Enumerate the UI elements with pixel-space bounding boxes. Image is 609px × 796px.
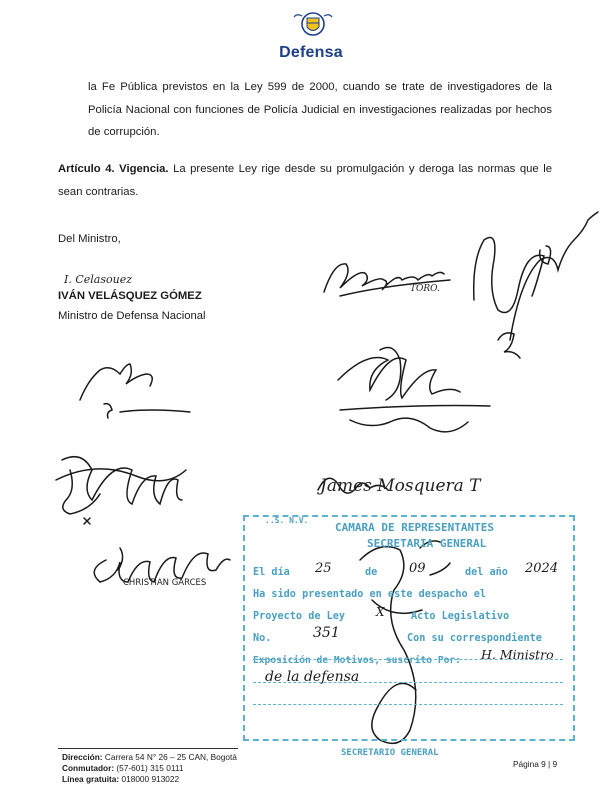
minister-title: Ministro de Defensa Nacional: [58, 310, 206, 322]
stamp-footer: SECRETARIO GENERAL: [341, 748, 439, 758]
stamp-code: ..S. N.V.: [265, 516, 309, 525]
page-number: Página 9 | 9: [513, 759, 558, 769]
handwritten-christian: CHRISTIAN GARCES: [123, 578, 207, 588]
article-text: La presente Ley rige desde su promulgación y deroga las normas que le sean contrarias.: [58, 163, 552, 198]
paragraph-articulo-4: [58, 158, 552, 203]
handwritten-toro: TORO.: [410, 284, 440, 294]
stamp-year-label: del año: [465, 567, 508, 578]
stamp-date-prefix: El día: [253, 567, 290, 578]
stamp-title-1: CAMARA DE REPRESENTANTES: [335, 521, 494, 534]
stamp-proyecto-mark: X: [376, 605, 385, 619]
stamp-suscrito-por-2: de la defensa: [265, 669, 360, 685]
closing-line: Del Ministro,: [58, 233, 121, 245]
stamp-exposicion-label: Exposición de Motivos, suscrito Por:: [253, 655, 461, 666]
minister-initials: I. Celasouez: [64, 273, 132, 286]
footer-direccion: Dirección: Carrera 54 N° 26 – 25 CAN, Bogotá: [62, 752, 237, 762]
stamp-day: 25: [315, 561, 332, 576]
handwritten-james: James Mosquera T: [320, 476, 481, 496]
minister-name: IVÁN VELÁSQUEZ GÓMEZ: [58, 290, 202, 302]
stamp-acto-label: Acto Legislativo: [411, 611, 510, 622]
stamp-number: 351: [313, 625, 340, 641]
stamp-year: 2024: [525, 561, 559, 576]
stamp-no-label: No.: [253, 633, 272, 644]
reception-stamp: [243, 495, 573, 758]
stamp-proyecto-label: Proyecto de Ley: [253, 611, 346, 622]
article-heading: Artículo 4. Vigencia.: [58, 163, 169, 175]
footer-conmutador: Conmutador: (57-601) 315 0111: [62, 763, 184, 773]
stamp-month: 09: [409, 561, 426, 576]
brand-name: Defensa: [279, 44, 343, 61]
paragraph-fe-publica: la Fe Pública previstos en la Ley 599 de 2000, cuando se trate de investigadores de la Policía Nacional con funciones de Policía Judicial en investigaciones realizadas por hechos de corrupción.: [88, 81, 552, 139]
footer-linea-gratuita: Línea gratuita: 018000 913022: [62, 774, 180, 784]
stamp-title-2: SECRETARIA GENERAL: [367, 537, 487, 550]
stamp-de: de: [365, 567, 378, 578]
footer-divider: [58, 748, 238, 749]
stamp-suscrito-por: H. Ministro: [481, 647, 554, 662]
stamp-presentado: Ha sido presentado en este despacho el: [253, 589, 487, 600]
stamp-con-label: Con su correspondiente: [407, 633, 542, 644]
